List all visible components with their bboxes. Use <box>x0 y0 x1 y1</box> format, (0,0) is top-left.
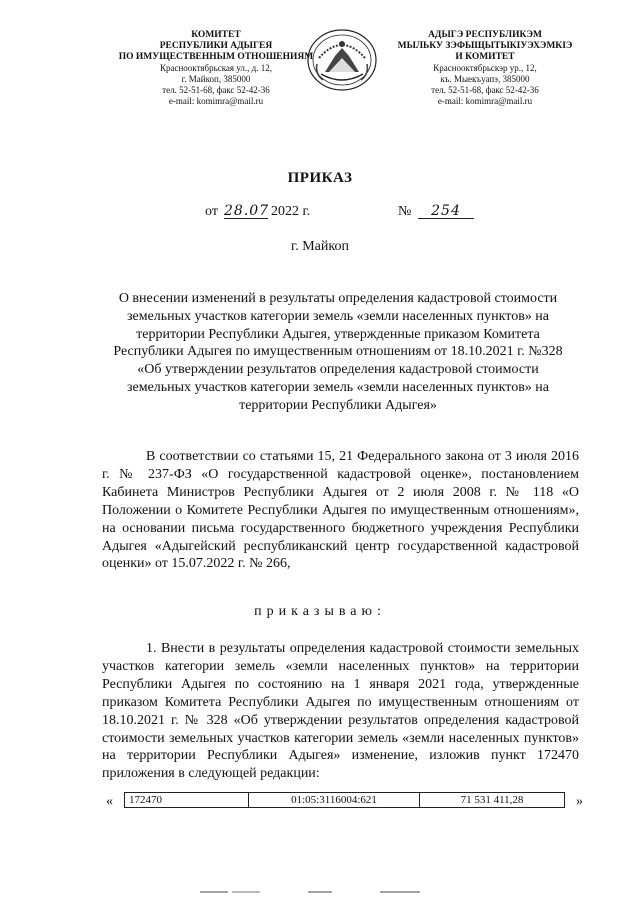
org-name-line2: РЕСПУБЛИКИ АДЫГЕЯ <box>159 41 273 51</box>
org-name-ady-line2: МЫЛЬКУ ЗЭФЫЩЫТЫКIУЭХЭМКIЭ <box>397 41 573 51</box>
org-name-ady-line3: И КОМИТЕТ <box>455 52 515 62</box>
amended-row-table <box>124 792 565 808</box>
org-ady-address1: Краснооктябрьскэр ур., 12, <box>433 63 537 73</box>
document-subject: О внесении изменений в результаты определения кадастровой стоимости земельных участков категории земель «земли населенных пунктов» на территории Республики Адыгея, утвержденные приказом Комитета Республики Адыгея по имущественным отношениям от 18.10.2021 г. №328 «Об утверждении результатов определения кадастровой стоимости земельных участков категории земель «земли населенных пунктов» на территории Республики Адыгея» <box>113 291 563 413</box>
date-prefix: от <box>205 204 218 219</box>
org-name-line3: ПО ИМУЩЕСТВЕННЫМ ОТНОШЕНИЯМ <box>118 52 314 62</box>
org-name-line1: КОМИТЕТ <box>191 30 241 40</box>
quote-open: « <box>106 794 113 809</box>
footer-rule <box>200 889 420 897</box>
number-sign: № <box>398 204 412 219</box>
org-email: e-mail: komimra@mail.ru <box>168 96 264 106</box>
date-handwritten: 28.07 <box>224 203 270 219</box>
item-number-cell: 172470 <box>125 793 249 808</box>
quote-close: » <box>576 794 583 809</box>
document-title: ПРИКАЗ <box>287 170 353 186</box>
document-city: г. Майкоп <box>291 239 349 254</box>
org-ady-address2: къ. Мыекъуапэ, 385000 <box>440 74 530 84</box>
table-row <box>125 793 565 808</box>
preamble-paragraph: В соответствии со статьями 15, 21 Федерального закона от 3 июля 2016 г. № 237-ФЗ «О государственной кадастровой оценке», постановлением Кабинета Министров Республики Адыгея от 2 июля 2008 г. № 118 «О Положении о Комитете Республики Адыгея по имущественным отношениям», на основании письма государственного бюджетного учреждения Республики Адыгея «Адыгейский республиканский центр государственной кадастровой оценки» от 15.07.2022 г. № 266, <box>102 449 579 572</box>
org-ady-email: e-mail: komimra@mail.ru <box>437 96 533 106</box>
org-address2: г. Майкоп, 385000 <box>181 74 251 84</box>
cadastral-value-cell: 71 531 411,28 <box>420 793 565 808</box>
item-1-paragraph: 1. Внести в результаты определения кадастровой стоимости земельных участков категории земель «земли населенных пунктов» на территории Республики Адыгея по состоянию на 1 января 2021 года, утвержденные приказом Комитета Республики Адыгея по имущественным отношениям от 18.10.2021 г. № 328 «Об утверждении результатов определения кадастровой стоимости земельных участков категории земель «земли населенных пунктов» на территории Республики Адыгея» изменение, изложив пункт 172470 приложения в следующей редакции: <box>102 641 579 782</box>
coat-of-arms-icon <box>305 28 379 92</box>
document-year: 2022 г. <box>271 204 311 219</box>
header-right <box>390 30 580 107</box>
header-left <box>96 30 336 107</box>
org-name-ady-line1: АДЫГЭ РЕСПУБЛИКЭМ <box>428 30 542 40</box>
number-handwritten: 254 <box>418 204 474 219</box>
order-word: приказываю: <box>254 604 386 619</box>
cadastral-number-cell: 01:05:3116004:621 <box>249 793 420 808</box>
org-ady-phone: тел. 52-51-68, факс 52-42-36 <box>431 85 539 95</box>
org-phone: тел. 52-51-68, факс 52-42-36 <box>162 85 270 95</box>
org-address1: Краснооктябрьская ул., д. 12, <box>160 63 272 73</box>
